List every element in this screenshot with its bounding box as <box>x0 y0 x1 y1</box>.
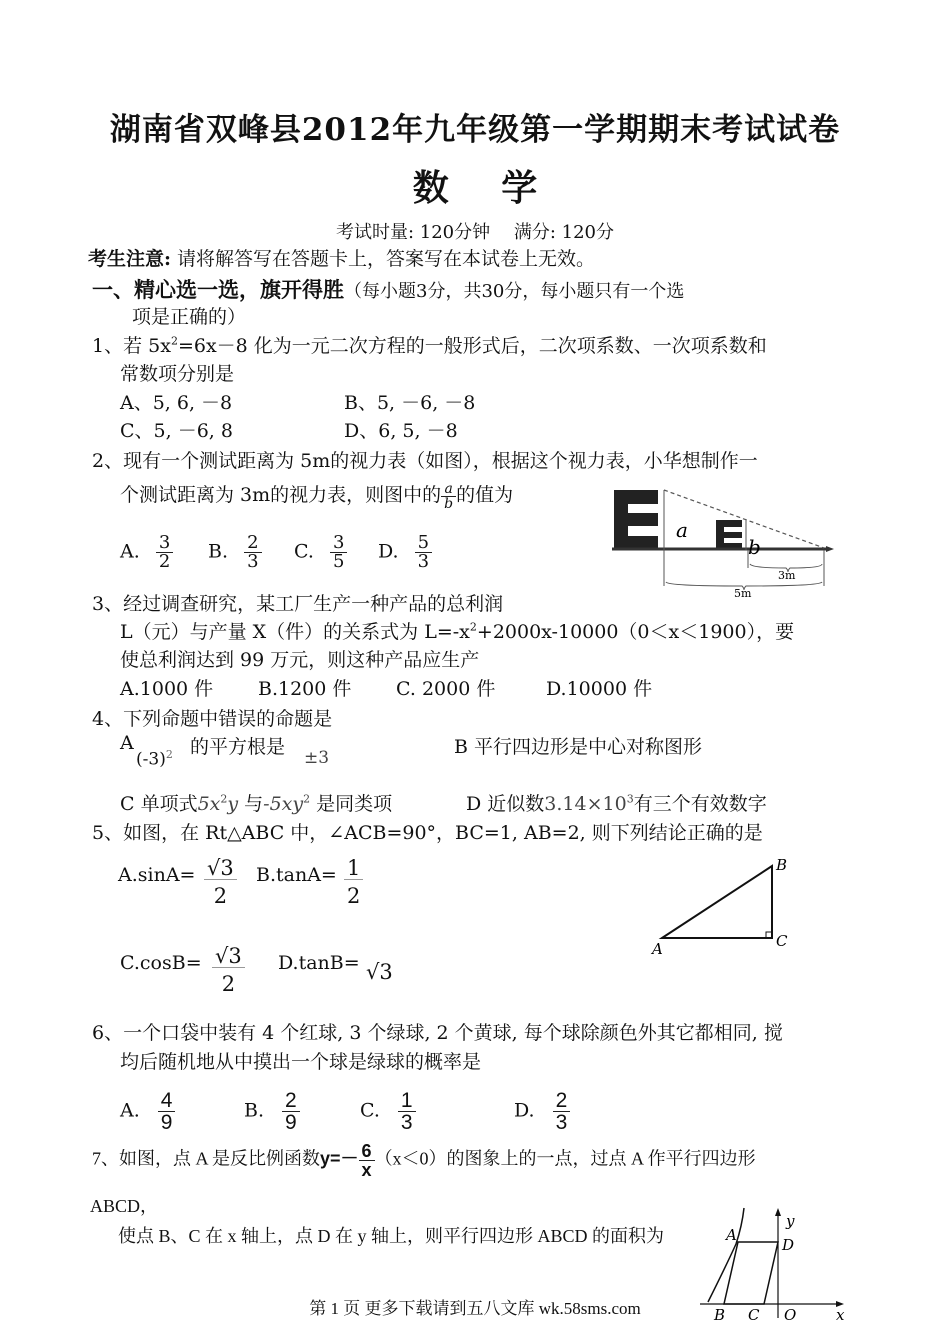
q2-eye-chart-figure <box>612 484 844 600</box>
q3-option-b: B.1200 件 <box>258 678 352 700</box>
q3-text-b2: +2000x-10000（0＜x＜1900），要 <box>476 621 795 643</box>
q5-triangle-figure <box>648 852 796 958</box>
q3-exponent: 2 <box>469 620 477 634</box>
q7-text-a: 如图，点 A 是反比例函数 <box>119 1148 321 1169</box>
q3-stem <box>92 589 503 616</box>
q1-exponent: 2 <box>170 334 178 348</box>
q7-fig-label-a: A <box>726 1226 737 1244</box>
q5-option-a-value: $\frac{√3}{2}$ <box>204 858 237 907</box>
q4-option-b: B 平行四边形是中心对称图形 <box>454 736 703 758</box>
q2-fig-label-3m: 3m <box>778 569 796 582</box>
q3-option-d: D.10000 件 <box>546 678 653 700</box>
q5-fig-label-c: C <box>776 932 788 950</box>
q2-stem-cont <box>120 480 513 511</box>
q6-option-c: C. $\frac{1}{3}$ <box>360 1090 416 1133</box>
notice-label: 考生注意: <box>88 248 172 270</box>
q4-option-a-label: A <box>120 732 134 754</box>
q3-text-b1: L（元）与产量 X（件）的关系式为 L=-x <box>120 621 470 643</box>
q2-option-d: D. $\frac{5}{3}$ <box>378 534 432 571</box>
q7-fig-label-b: B <box>714 1306 726 1322</box>
q5-option-d-value: √3 <box>366 960 393 984</box>
q7-stem-cont: ABCD， <box>90 1196 159 1216</box>
q5-option-b-value: $\frac{1}{2}$ <box>344 858 363 907</box>
section-1-heading <box>92 274 684 304</box>
q3-option-c: C. 2000 件 <box>396 678 496 700</box>
q5-option-b-label: B.tanA= <box>256 864 337 886</box>
q2-text-b: 个测试距离为 3m的视力表，则图中的 <box>120 484 442 506</box>
q3-option-a: A.1000 件 <box>120 678 214 700</box>
subject-title: 数 学 <box>412 167 538 209</box>
exam-title: 湖南省双峰县2012年九年级第一学期期末考试试卷 <box>109 112 841 148</box>
q1-option-a: A、5, 6, －8 <box>120 392 233 414</box>
q6-option-d: D. $\frac{2}{3}$ <box>514 1090 570 1133</box>
q6-stem <box>92 1018 783 1045</box>
q1-stem <box>92 331 767 358</box>
notice-text: 请将解答写在答题卡上，答案写在本试卷上无效。 <box>171 248 596 270</box>
section-1-title: 一、精心选一选，旗开得胜 <box>92 277 344 302</box>
q2-fraction-a-over-b: $\frac{a}{b}$ <box>441 482 456 511</box>
q7-fig-label-x: x <box>836 1306 845 1322</box>
q7-function-fraction: $\frac{6}{x}$ <box>359 1142 375 1179</box>
q2-text-c: 的值为 <box>456 484 514 506</box>
q5-text: 如图，在 Rt△ABC 中，∠ACB=90°，BC=1, AB=2, 则下列结论正确的是 <box>123 822 763 844</box>
q5-option-d-label: D.tanB= <box>278 952 360 974</box>
q3-text-a: 经过调查研究，某工厂生产一种产品的总利润 <box>123 593 504 615</box>
q2-option-a: A. $\frac{3}{2}$ <box>120 534 173 571</box>
q7-stem-cont-2: 使点 B、C 在 x 轴上，点 D 在 y 轴上，则平行四边形 ABCD 的面积为 <box>118 1226 665 1246</box>
page-footer: 第 1 页 更多下载请到五八文库 wk.58sms.com <box>309 1299 641 1318</box>
q5-fig-label-b: B <box>776 856 788 874</box>
q6-option-b: B. $\frac{2}{9}$ <box>244 1090 300 1133</box>
q2-option-c: C. $\frac{3}{5}$ <box>294 534 347 571</box>
q2-text-a: 现有一个测试距离为 5m的视力表（如图），根据这个视力表，小华想制作一 <box>123 450 758 472</box>
q7-fig-label-y: y <box>786 1212 795 1230</box>
q4-option-a-value: ±3 <box>304 748 330 768</box>
big-e-icon <box>614 490 658 550</box>
q6-option-a: A. $\frac{4}{9}$ <box>120 1090 175 1133</box>
q2-fig-label-5m: 5m <box>734 587 752 600</box>
q1-option-d: D、6, 5, －8 <box>344 420 458 442</box>
q3-stem-cont <box>120 617 794 644</box>
q1-option-c: C、5, －6, 8 <box>120 420 233 442</box>
q4-option-d: D 近似数$3.14\times 10^3$有三个有效数字 <box>466 792 767 815</box>
q4-stem <box>92 704 332 731</box>
notice-line <box>88 244 595 271</box>
q1-text-b: =6x－8 化为一元二次方程的一般形式后，二次项系数、一次项系数和 <box>177 335 767 357</box>
q1-number: 1、 <box>92 335 124 357</box>
q7-function-left: y=－ <box>320 1148 359 1169</box>
q1-stem-cont: 常数项分别是 <box>120 363 235 385</box>
section-1-note-cont: 项是正确的） <box>132 306 247 328</box>
q6-text-a: 一个口袋中装有 4 个红球, 3 个绿球, 2 个黄球, 每个球除颜色外其它都相同, 搅 <box>123 1022 783 1044</box>
q5-option-c-label: C.cosB= <box>120 952 202 974</box>
q6-stem-cont: 均后随机地从中摸出一个球是绿球的概率是 <box>120 1051 482 1073</box>
q7-fig-label-d: D <box>782 1236 795 1254</box>
q1-option-b: B、5, －6, －8 <box>344 392 476 414</box>
q4-option-c: C 单项式$5x^2y$ 与$-5xy^2$ 是同类项 <box>120 792 393 815</box>
q2-fig-label-b: b <box>748 535 761 559</box>
q2-number: 2、 <box>92 450 124 472</box>
q4-option-a-expr: $(-3)^2$ <box>136 748 173 770</box>
q2-stem <box>92 446 758 473</box>
q5-option-c-value: $\frac{√3}{2}$ <box>212 946 245 995</box>
q2-fig-label-a: a <box>676 518 688 542</box>
q5-fig-label-a: A <box>652 940 663 958</box>
q5-option-a-label: A.sinA= <box>118 864 196 886</box>
q1-text-a: 若 5x <box>123 335 171 357</box>
q3-stem-cont-2: 使总利润达到 99 万元，则这种产品应生产 <box>120 649 480 671</box>
q7-fig-label-c: C <box>748 1306 760 1322</box>
q7-stem <box>92 1142 756 1179</box>
q4-option-a-text: 的平方根是 <box>190 736 286 758</box>
q3-number: 3、 <box>92 593 124 615</box>
q4-number: 4、 <box>92 708 124 730</box>
q5-stem <box>92 818 763 845</box>
q7-number: 7、 <box>92 1148 119 1169</box>
q7-text-b: （x＜0）的图象上的一点，过点 A 作平行四边形 <box>374 1148 756 1169</box>
exam-info: 考试时量: 120分钟 满分: 120分 <box>335 222 614 243</box>
small-e-icon <box>716 520 742 550</box>
q5-number: 5、 <box>92 822 124 844</box>
section-1-note: （每小题3分，共30分，每小题只有一个选 <box>344 281 685 302</box>
q2-option-b: B. $\frac{2}{3}$ <box>208 534 262 571</box>
q6-number: 6、 <box>92 1022 124 1044</box>
q7-fig-label-o: O <box>784 1306 797 1322</box>
q4-text: 下列命题中错误的命题是 <box>123 708 333 730</box>
